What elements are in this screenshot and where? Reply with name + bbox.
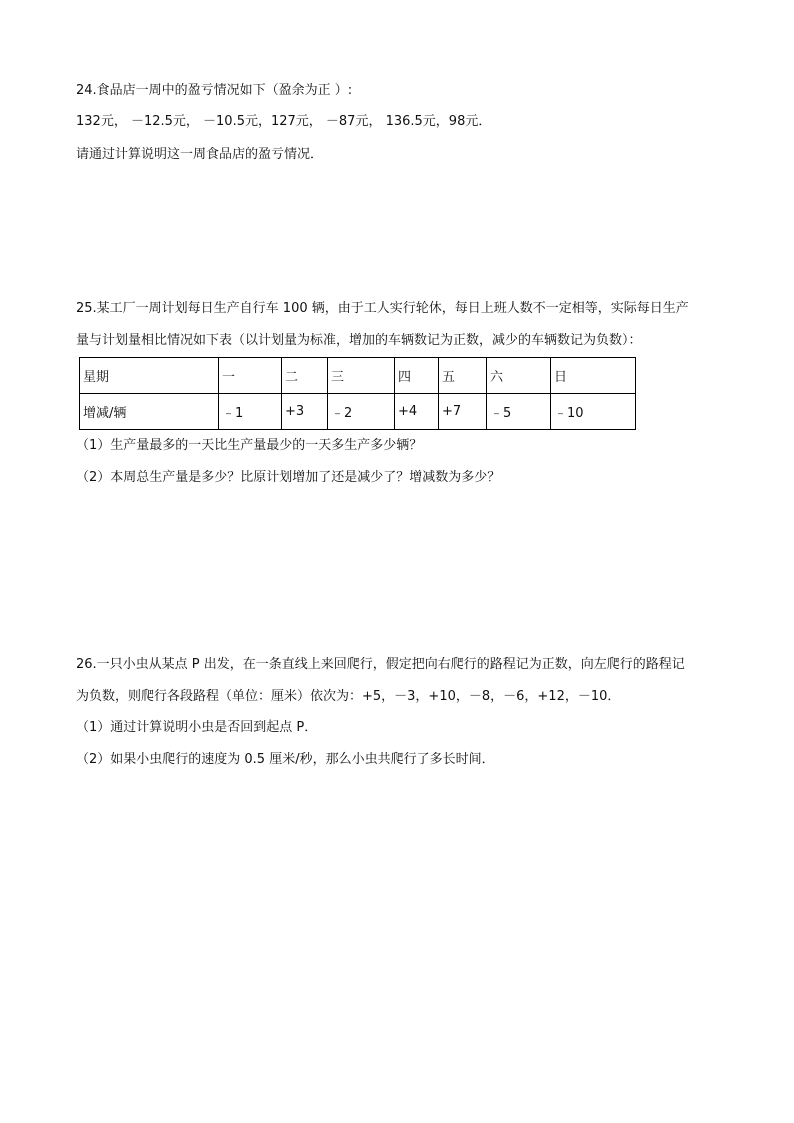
table-cell: 日 xyxy=(551,358,636,394)
table-cell: ﹣1 xyxy=(219,394,282,430)
table-cell: ﹣5 xyxy=(487,394,551,430)
table-header-row xyxy=(80,358,636,394)
table-cell: +3 xyxy=(282,394,328,430)
table-cell: 一 xyxy=(219,358,282,394)
table-row xyxy=(80,394,636,430)
table-cell: 五 xyxy=(439,358,487,394)
table-cell: 三 xyxy=(328,358,395,394)
question-26-part-2: （2）如果小虫爬行的速度为 0.5 厘米/秒，那么小虫共爬行了多长时间． xyxy=(76,752,495,767)
question-24-title: 24.食品店一周中的盈亏情况如下（盈余为正 ）: xyxy=(76,83,353,98)
question-25-part-1: （1）生产量最多的一天比生产量最少的一天多生产多少辆？ xyxy=(76,438,423,453)
question-24-prompt: 请通过计算说明这一周食品店的盈亏情况． xyxy=(76,147,324,162)
table-cell: 六 xyxy=(487,358,551,394)
question-24-values: 132元， －12.5元， －10.5元，127元， －87元， 136.5元，98元． xyxy=(76,114,492,129)
table-cell: ﹣2 xyxy=(328,394,395,430)
table-cell: +7 xyxy=(439,394,487,430)
question-26-text-line2: 为负数，则爬行各段路程（单位：厘米）依次为：+5，－3，+10，－8，－6，+12，－10． xyxy=(76,689,621,704)
question-26-text-line1: 26.一只小虫从某点 P 出发，在一条直线上来回爬行，假定把向右爬行的路程记为正数，向左爬行的路程记 xyxy=(76,657,685,672)
question-25-text-line1: 25.某工厂一周计划每日生产自行车 100 辆，由于工人实行轮休，每日上班人数不一定相等，实际每日生产 xyxy=(76,301,689,316)
question-25-text-line2: 量与计划量相比情况如下表（以计划量为标准，增加的车辆数记为正数，减少的车辆数记为负数）： xyxy=(76,333,642,348)
table-cell: +4 xyxy=(395,394,439,430)
question-26-part-1: （1）通过计算说明小虫是否回到起点 P． xyxy=(76,720,318,735)
table-cell: ﹣10 xyxy=(551,394,636,430)
production-table xyxy=(79,357,636,430)
table-cell: 增减/辆 xyxy=(80,394,219,430)
table-cell: 四 xyxy=(395,358,439,394)
table-cell: 二 xyxy=(282,358,328,394)
question-25-part-2: （2）本周总生产量是多少？比原计划增加了还是减少了？增减数为多少？ xyxy=(76,470,501,485)
table-cell: 星期 xyxy=(80,358,219,394)
